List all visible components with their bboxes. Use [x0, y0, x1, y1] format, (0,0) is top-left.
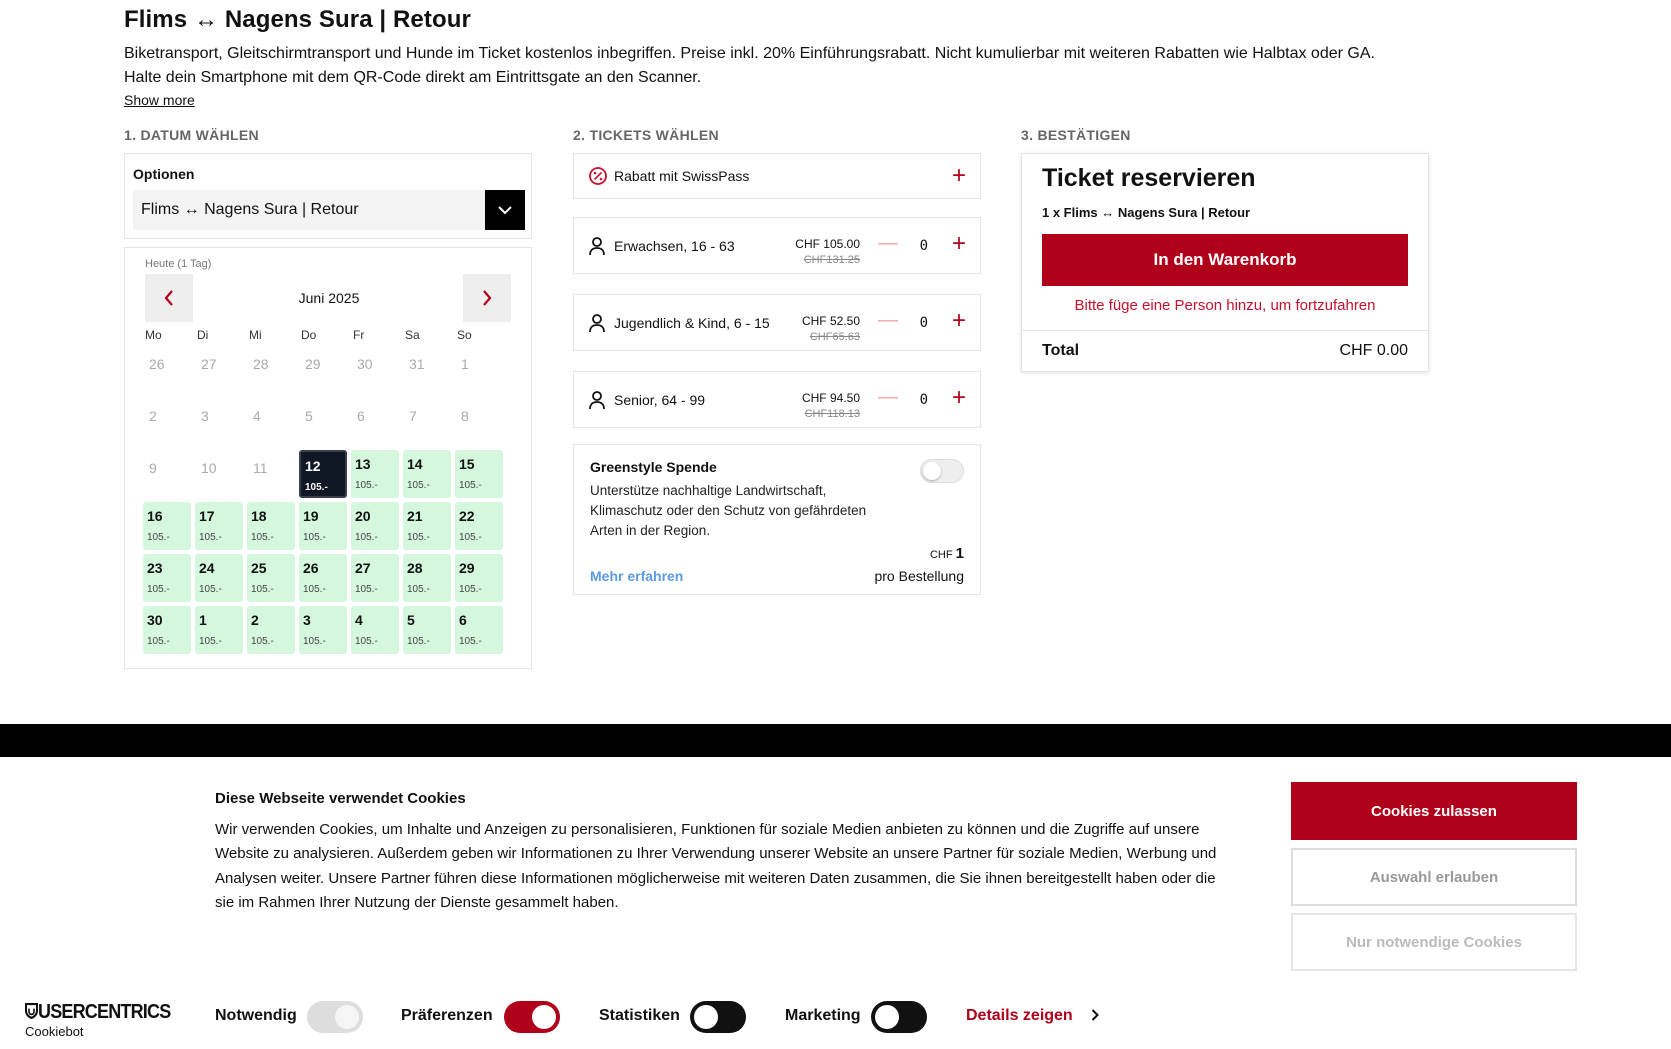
calendar-day — [247, 398, 295, 446]
details-label: Details zeigen — [966, 1007, 1073, 1024]
calendar-day — [351, 398, 399, 446]
calendar-day — [455, 398, 503, 446]
day-number: 4 — [253, 408, 261, 424]
day-price: 105.- — [147, 584, 170, 595]
calendar-day — [455, 346, 503, 394]
details-link[interactable] — [966, 1007, 1099, 1025]
page-title: Flims ↔ Nagens Sura | Retour — [124, 6, 471, 33]
weekday-label: Do — [301, 328, 317, 342]
chevron-left-icon — [164, 290, 174, 306]
day-number: 11 — [253, 460, 268, 476]
day-price: 105.- — [251, 584, 274, 595]
calendar-day[interactable] — [455, 606, 503, 654]
calendar-day[interactable] — [247, 606, 295, 654]
plus-icon[interactable]: + — [951, 230, 966, 257]
day-number: 6 — [459, 612, 467, 628]
day-number: 25 — [251, 560, 267, 576]
calendar-day[interactable] — [351, 502, 399, 550]
calendar-day[interactable] — [299, 606, 347, 654]
step-1-label: 1. DATUM WÄHLEN — [124, 127, 259, 143]
day-number: 20 — [355, 508, 371, 524]
options-select-value: Flims ↔ Nagens Sura | Retour — [141, 201, 359, 218]
options-box — [124, 153, 532, 239]
calendar-day[interactable] — [195, 554, 243, 602]
calendar-day[interactable] — [143, 606, 191, 654]
day-number: 3 — [303, 612, 311, 628]
person-icon — [588, 390, 606, 415]
day-price: 105.- — [147, 532, 170, 543]
preferences-toggle[interactable] — [504, 1001, 560, 1033]
step-3-label: 3. BESTÄTIGEN — [1021, 127, 1131, 143]
day-price: 105.- — [251, 532, 274, 543]
calendar-prev-button[interactable] — [145, 274, 193, 322]
day-price: 105.- — [199, 584, 222, 595]
chevron-right-icon — [482, 290, 492, 306]
day-number: 29 — [305, 356, 321, 372]
day-price: 105.- — [251, 636, 274, 647]
day-number: 3 — [201, 408, 209, 424]
calendar-day — [143, 450, 191, 498]
plus-icon[interactable]: + — [951, 384, 966, 411]
calendar-day[interactable] — [247, 502, 295, 550]
day-number: 6 — [357, 408, 365, 424]
calendar — [124, 247, 532, 669]
day-number: 9 — [149, 460, 157, 476]
ticket-price: CHF 105.00 — [795, 237, 860, 251]
swisspass-discount-label: Rabatt mit SwissPass — [614, 168, 750, 184]
ticket-row — [573, 217, 981, 274]
day-price: 105.- — [305, 482, 328, 493]
calendar-day — [195, 450, 243, 498]
day-number: 18 — [251, 508, 267, 524]
calendar-next-button[interactable] — [463, 274, 511, 322]
calendar-day[interactable] — [455, 502, 503, 550]
toggle-knob — [694, 1005, 718, 1029]
donation-amount — [930, 545, 964, 562]
day-number: 27 — [355, 560, 371, 576]
donation-per-order: pro Bestellung — [874, 568, 964, 584]
plus-icon[interactable]: + — [951, 307, 966, 334]
ticket-old-price: CHF65.63 — [809, 331, 860, 343]
calendar-day[interactable] — [403, 502, 451, 550]
day-number: 29 — [459, 560, 475, 576]
day-number: 10 — [201, 460, 217, 476]
day-price: 105.- — [407, 532, 430, 543]
total-label: Total — [1042, 342, 1080, 359]
day-price: 105.- — [355, 636, 378, 647]
ticket-count: 0 — [919, 238, 928, 254]
minus-icon[interactable]: — — [878, 309, 898, 331]
logo-brand: USERCENTRICS — [25, 999, 170, 1023]
options-select[interactable] — [133, 190, 525, 230]
calendar-day[interactable] — [143, 554, 191, 602]
day-number: 1 — [199, 612, 207, 628]
day-number: 7 — [409, 408, 417, 424]
shield-icon — [25, 1003, 38, 1019]
day-number: 31 — [409, 356, 425, 372]
day-price: 105.- — [407, 636, 430, 647]
calendar-day — [299, 398, 347, 446]
minus-icon[interactable]: — — [878, 232, 898, 254]
day-number: 30 — [357, 356, 373, 372]
day-number: 5 — [407, 612, 415, 628]
product-description — [124, 42, 1464, 90]
ticket-old-price: CHF131.25 — [803, 254, 860, 266]
reservation-title: Ticket reservieren — [1042, 164, 1256, 192]
calendar-month: Juni 2025 — [298, 290, 360, 306]
day-number: 12 — [305, 458, 321, 474]
day-number: 22 — [459, 508, 475, 524]
category-statistics-label: Statistiken — [599, 1007, 680, 1024]
ticket-label: Jugendlich & Kind, 6 - 15 — [614, 315, 770, 331]
day-number: 28 — [253, 356, 269, 372]
day-number: 15 — [459, 456, 475, 472]
weekday-label: Fr — [353, 328, 365, 342]
ticket-price: CHF 52.50 — [801, 314, 860, 328]
day-number: 28 — [407, 560, 423, 576]
donation-toggle[interactable] — [920, 459, 964, 483]
calendar-day[interactable] — [143, 502, 191, 550]
day-number: 5 — [305, 408, 313, 424]
add-to-cart-button[interactable]: In den Warenkorb — [1042, 234, 1408, 286]
day-number: 23 — [147, 560, 163, 576]
calendar-day[interactable] — [351, 606, 399, 654]
calendar-day — [299, 346, 347, 394]
calendar-day[interactable] — [195, 606, 243, 654]
calendar-day — [351, 346, 399, 394]
calendar-day[interactable] — [403, 450, 451, 498]
day-number: 8 — [461, 408, 469, 424]
ticket-old-price: CHF118.13 — [804, 408, 860, 420]
usercentrics-logo — [25, 1001, 170, 1039]
ticket-label: Senior, 64 - 99 — [614, 392, 706, 408]
category-preferences-label: Präferenzen — [401, 1007, 493, 1024]
reservation-warning: Bitte füge eine Person hinzu, um fortzufahren — [1074, 297, 1376, 314]
ticket-row — [573, 371, 981, 428]
toggle-knob — [923, 462, 941, 480]
necessary-only-button[interactable]: Nur notwendige Cookies — [1291, 913, 1577, 971]
day-number: 14 — [407, 456, 423, 472]
minus-icon[interactable]: — — [878, 386, 898, 408]
donation-currency: CHF — [929, 549, 953, 561]
calendar-day — [195, 346, 243, 394]
calendar-today-hint: Heute (1 Tag) — [145, 258, 212, 270]
discount-icon — [588, 166, 608, 186]
marketing-toggle[interactable] — [871, 1001, 927, 1033]
divider — [1022, 330, 1428, 331]
day-price: 105.- — [303, 532, 326, 543]
calendar-day — [247, 450, 295, 498]
weekday-label: Sa — [405, 328, 420, 342]
donation-more-link[interactable]: Mehr erfahren — [590, 568, 684, 584]
person-icon — [588, 313, 606, 338]
calendar-day[interactable] — [455, 554, 503, 602]
toggle-knob — [532, 1005, 556, 1029]
step-2-label: 2. TICKETS WÄHLEN — [573, 127, 719, 143]
ticket-count: 0 — [919, 392, 928, 408]
ticket-row — [573, 294, 981, 351]
chevron-down-icon[interactable] — [485, 190, 525, 230]
calendar-day-selected[interactable] — [299, 450, 347, 498]
toggle-knob — [875, 1005, 899, 1029]
cookie-title: Diese Webseite verwendet Cookies — [215, 790, 466, 807]
donation-text: Unterstütze nachhaltige Landwirtschaft, Klimaschutz oder den Schutz von gefährdeten Arten in der Region. — [590, 483, 867, 538]
day-number: 1 — [461, 356, 469, 372]
day-number: 27 — [201, 356, 217, 372]
reservation-item: 1 x Flims ↔ Nagens Sura | Retour — [1042, 205, 1251, 220]
day-number: 26 — [303, 560, 319, 576]
reservation-box — [1021, 153, 1429, 372]
day-number: 13 — [355, 456, 371, 472]
day-number: 4 — [355, 612, 363, 628]
calendar-day[interactable] — [195, 502, 243, 550]
weekday-label: Di — [197, 328, 209, 342]
weekday-label: Mi — [249, 328, 262, 342]
weekday-label: So — [457, 328, 472, 342]
calendar-day — [143, 398, 191, 446]
category-marketing-label: Marketing — [785, 1007, 861, 1024]
donation-box — [573, 444, 981, 595]
total-value: CHF 0.00 — [1339, 342, 1408, 359]
day-number: 21 — [407, 508, 423, 524]
day-price: 105.- — [199, 532, 222, 543]
day-price: 105.- — [147, 636, 170, 647]
day-price: 105.- — [303, 584, 326, 595]
calendar-day[interactable] — [403, 554, 451, 602]
logo-sub: Cookiebot — [25, 1024, 84, 1039]
day-price: 105.- — [355, 532, 378, 543]
show-more-link[interactable]: Show more — [124, 92, 195, 108]
cookie-banner — [0, 757, 1671, 1049]
day-price: 105.- — [459, 532, 482, 543]
day-price: 105.- — [407, 480, 430, 491]
chevron-right-icon — [1091, 1009, 1099, 1021]
calendar-day[interactable] — [247, 554, 295, 602]
day-number: 24 — [199, 560, 215, 576]
day-number: 26 — [149, 356, 165, 372]
statistics-toggle[interactable] — [690, 1001, 746, 1033]
calendar-day[interactable] — [299, 502, 347, 550]
day-price: 105.- — [459, 584, 482, 595]
ticket-price: CHF 94.50 — [801, 391, 860, 405]
ticket-label: Erwachsen, 16 - 63 — [614, 238, 735, 254]
day-price: 105.- — [459, 480, 482, 491]
swisspass-discount-row[interactable] — [573, 153, 981, 199]
plus-icon[interactable]: + — [951, 162, 966, 189]
day-number: 17 — [199, 508, 215, 524]
calendar-day[interactable] — [299, 554, 347, 602]
donation-title: Greenstyle Spende — [590, 459, 717, 475]
day-number: 2 — [149, 408, 157, 424]
cookie-text: Wir verwenden Cookies, um Inhalte und Anzeigen zu personalisieren, Funktionen für soziale Medien anbieten zu können und die Zugriffe auf unsere Website zu analysieren. Außerdem geben wir Informationen zu Ihrer Verwendung unserer Website an unsere Partner für soziale Medien, Werbung und Analysen weiter. Unsere Partner führen diese Informationen möglicherweise mit weiteren Daten zusammen, die Sie ihnen bereitgestellt haben oder die sie im Rahmen Ihrer Nutzung der Dienste gesammelt haben. — [215, 821, 1217, 911]
donation-value: 1 — [955, 545, 964, 562]
toggle-knob — [335, 1005, 359, 1029]
day-number: 19 — [303, 508, 319, 524]
day-number: 2 — [251, 612, 259, 628]
allow-selection-button[interactable]: Auswahl erlauben — [1291, 848, 1577, 906]
calendar-day[interactable] — [403, 606, 451, 654]
calendar-day — [403, 346, 451, 394]
necessary-toggle — [307, 1001, 363, 1033]
day-price: 105.- — [355, 584, 378, 595]
day-price: 105.- — [303, 636, 326, 647]
ticket-count: 0 — [919, 315, 928, 331]
calendar-day — [195, 398, 243, 446]
day-price: 105.- — [199, 636, 222, 647]
person-icon — [588, 236, 606, 261]
calendar-day[interactable] — [351, 450, 399, 498]
calendar-day[interactable] — [351, 554, 399, 602]
category-necessary-label: Notwendig — [215, 1007, 297, 1024]
calendar-day — [247, 346, 295, 394]
calendar-day — [403, 398, 451, 446]
footer-strip — [0, 724, 1671, 758]
day-price: 105.- — [355, 480, 378, 491]
allow-all-cookies-button[interactable]: Cookies zulassen — [1291, 782, 1577, 840]
options-title: Optionen — [133, 166, 195, 182]
calendar-day — [143, 346, 191, 394]
day-price: 105.- — [459, 636, 482, 647]
weekday-label: Mo — [145, 328, 162, 342]
day-price: 105.- — [407, 584, 430, 595]
calendar-day[interactable] — [455, 450, 503, 498]
description-line: Biketransport, Gleitschirmtransport und Hunde im Ticket kostenlos inbegriffen. Preise inkl. 20% Einführungsrabatt. Nicht kumulierbar mit weiteren Rabatten wie Halbtax oder GA. — [124, 45, 1375, 62]
day-number: 30 — [147, 612, 163, 628]
day-number: 16 — [147, 508, 163, 524]
description-line: Halte dein Smartphone mit dem QR-Code direkt am Eintrittsgate an den Scanner. — [124, 69, 702, 86]
